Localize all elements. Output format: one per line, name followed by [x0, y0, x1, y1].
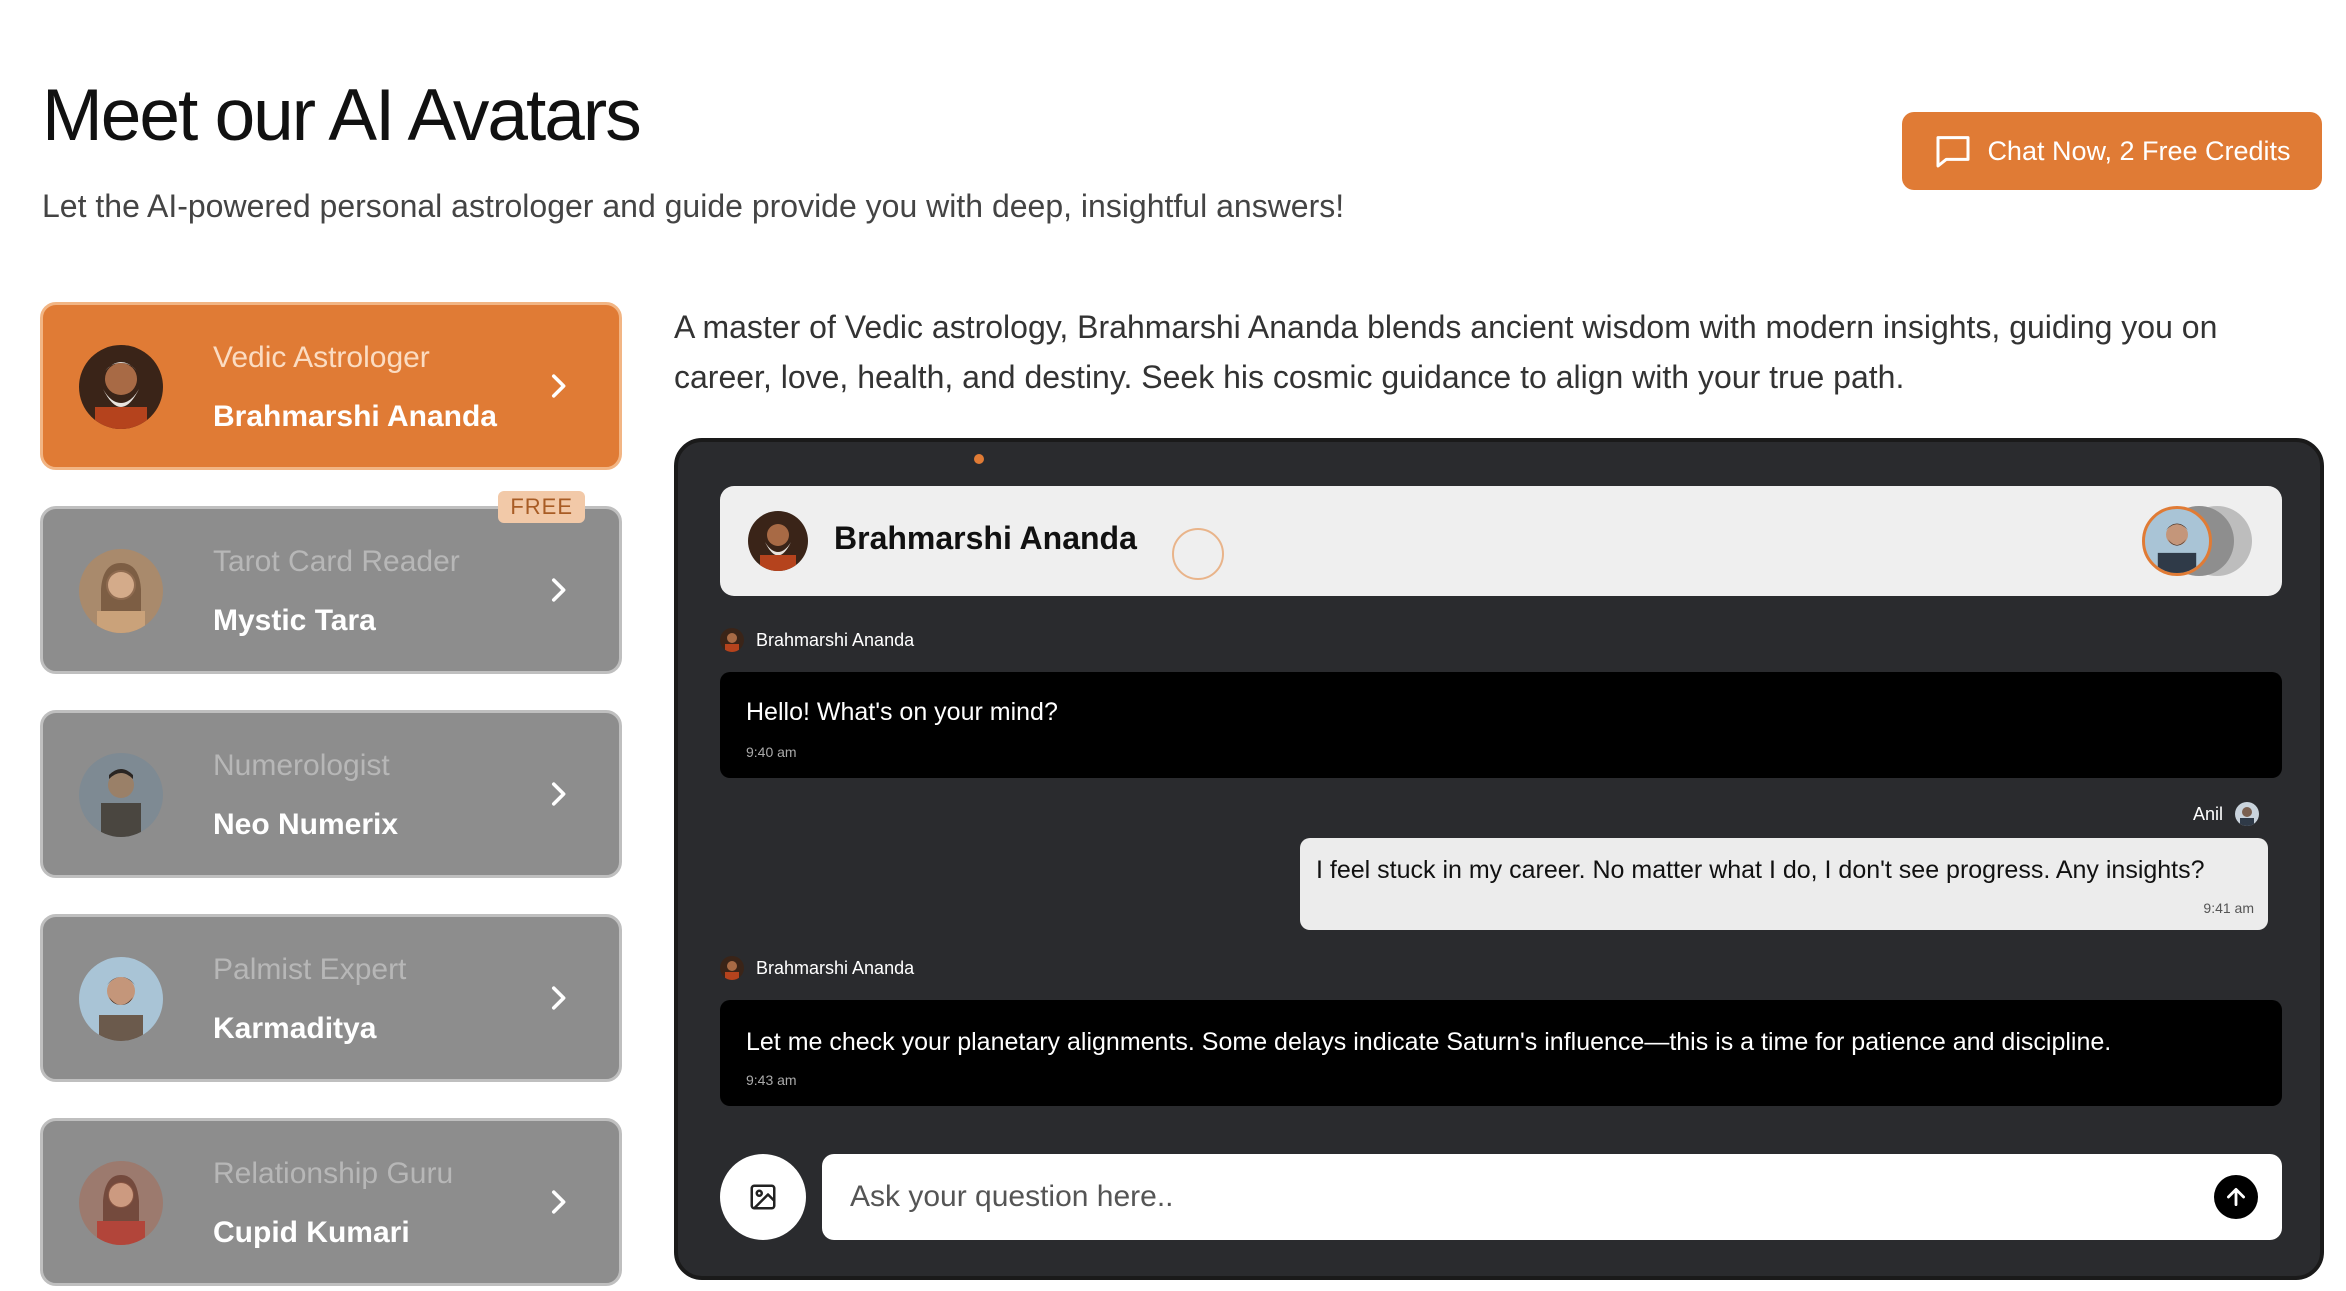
- message-sender: [2193, 802, 2259, 826]
- chat-bubble-icon: [1933, 131, 1973, 171]
- user-avatar-icon: [2235, 802, 2259, 826]
- free-badge: FREE: [498, 491, 585, 523]
- chevron-right-icon: [541, 777, 575, 811]
- status-dot: [974, 454, 984, 464]
- image-upload-button[interactable]: [720, 1154, 806, 1240]
- arrow-up-icon: [2223, 1184, 2249, 1210]
- image-upload-icon: [748, 1182, 778, 1212]
- sender-name: Brahmarshi Ananda: [756, 629, 915, 650]
- avatar-card-karmaditya[interactable]: [40, 914, 622, 1082]
- question-input-container: [822, 1154, 2282, 1240]
- avatar-role: Vedic Astrologer: [213, 341, 430, 374]
- user-message-bubble: [1300, 838, 2268, 930]
- avatar-card-brahmarshi-ananda[interactable]: [40, 302, 622, 470]
- chat-now-label: Chat Now, 2 Free Credits: [1987, 135, 2291, 166]
- message-text: Hello! What's on your mind?: [746, 698, 1058, 726]
- avatar-stack[interactable]: [2142, 504, 2252, 578]
- message-time: 9:40 am: [746, 744, 797, 760]
- bot-message-bubble: [720, 1000, 2282, 1106]
- chat-header: [720, 486, 2282, 596]
- avatar-card-neo-numerix[interactable]: [40, 710, 622, 878]
- avatar-name: Mystic Tara: [213, 604, 376, 637]
- sender-avatar-icon: [720, 628, 744, 652]
- message-sender: [720, 956, 914, 980]
- stacked-avatar-active: [2142, 506, 2212, 576]
- avatar-role: Numerologist: [213, 749, 390, 782]
- sender-name: Anil: [2193, 803, 2224, 824]
- avatar-thumbnail: [79, 957, 163, 1041]
- chevron-right-icon: [541, 573, 575, 607]
- avatar-thumbnail: [79, 753, 163, 837]
- message-time: 9:41 am: [2203, 900, 2254, 916]
- sender-name: Brahmarshi Ananda: [756, 957, 915, 978]
- message-text: Let me check your planetary alignments. Some delays indicate Saturn's influence—this is a time for patience and discipline.: [746, 1028, 2112, 1056]
- chat-header-avatar: [748, 511, 808, 571]
- avatar-thumbnail: [79, 345, 163, 429]
- avatar-role: Tarot Card Reader: [213, 545, 460, 578]
- chat-header-name: Brahmarshi Ananda: [834, 520, 1137, 556]
- message-sender: [720, 628, 914, 652]
- avatar-role: Palmist Expert: [213, 953, 407, 986]
- avatar-name: Cupid Kumari: [213, 1216, 410, 1249]
- message-text: I feel stuck in my career. No matter what I do, I don't see progress. Any insights?: [1316, 856, 2205, 884]
- send-button[interactable]: [2214, 1175, 2258, 1219]
- bot-message-bubble: [720, 672, 2282, 778]
- avatar-thumbnail: [79, 549, 163, 633]
- avatar-role: Relationship Guru: [213, 1157, 454, 1190]
- avatar-name: Brahmarshi Ananda: [213, 400, 497, 433]
- chevron-right-icon: [541, 1185, 575, 1219]
- avatar-thumbnail: [79, 1161, 163, 1245]
- avatar-card-cupid-kumari[interactable]: [40, 1118, 622, 1286]
- avatar-name: Karmaditya: [213, 1012, 377, 1045]
- avatar-card-mystic-tara[interactable]: [40, 494, 622, 674]
- page-title: Meet our AI Avatars: [42, 75, 640, 156]
- chevron-right-icon: [541, 981, 575, 1015]
- avatar-name: Neo Numerix: [213, 808, 399, 841]
- avatar-description: A master of Vedic astrology, Brahmarshi Ananda blends ancient wisdom with modern insights, guiding you on career, love, health, and destiny. Seek his cosmic guidance to align with your true path.: [674, 309, 2218, 395]
- chat-now-button[interactable]: [1902, 112, 2322, 190]
- sender-avatar-icon: [720, 956, 744, 980]
- chevron-right-icon: [541, 369, 575, 403]
- loading-ring: [1172, 528, 1224, 580]
- page-subtitle: Let the AI-powered personal astrologer and guide provide you with deep, insightful answers!: [42, 188, 1345, 224]
- message-time: 9:43 am: [746, 1072, 797, 1088]
- question-input[interactable]: [850, 1172, 2190, 1222]
- chat-panel: [674, 438, 2324, 1280]
